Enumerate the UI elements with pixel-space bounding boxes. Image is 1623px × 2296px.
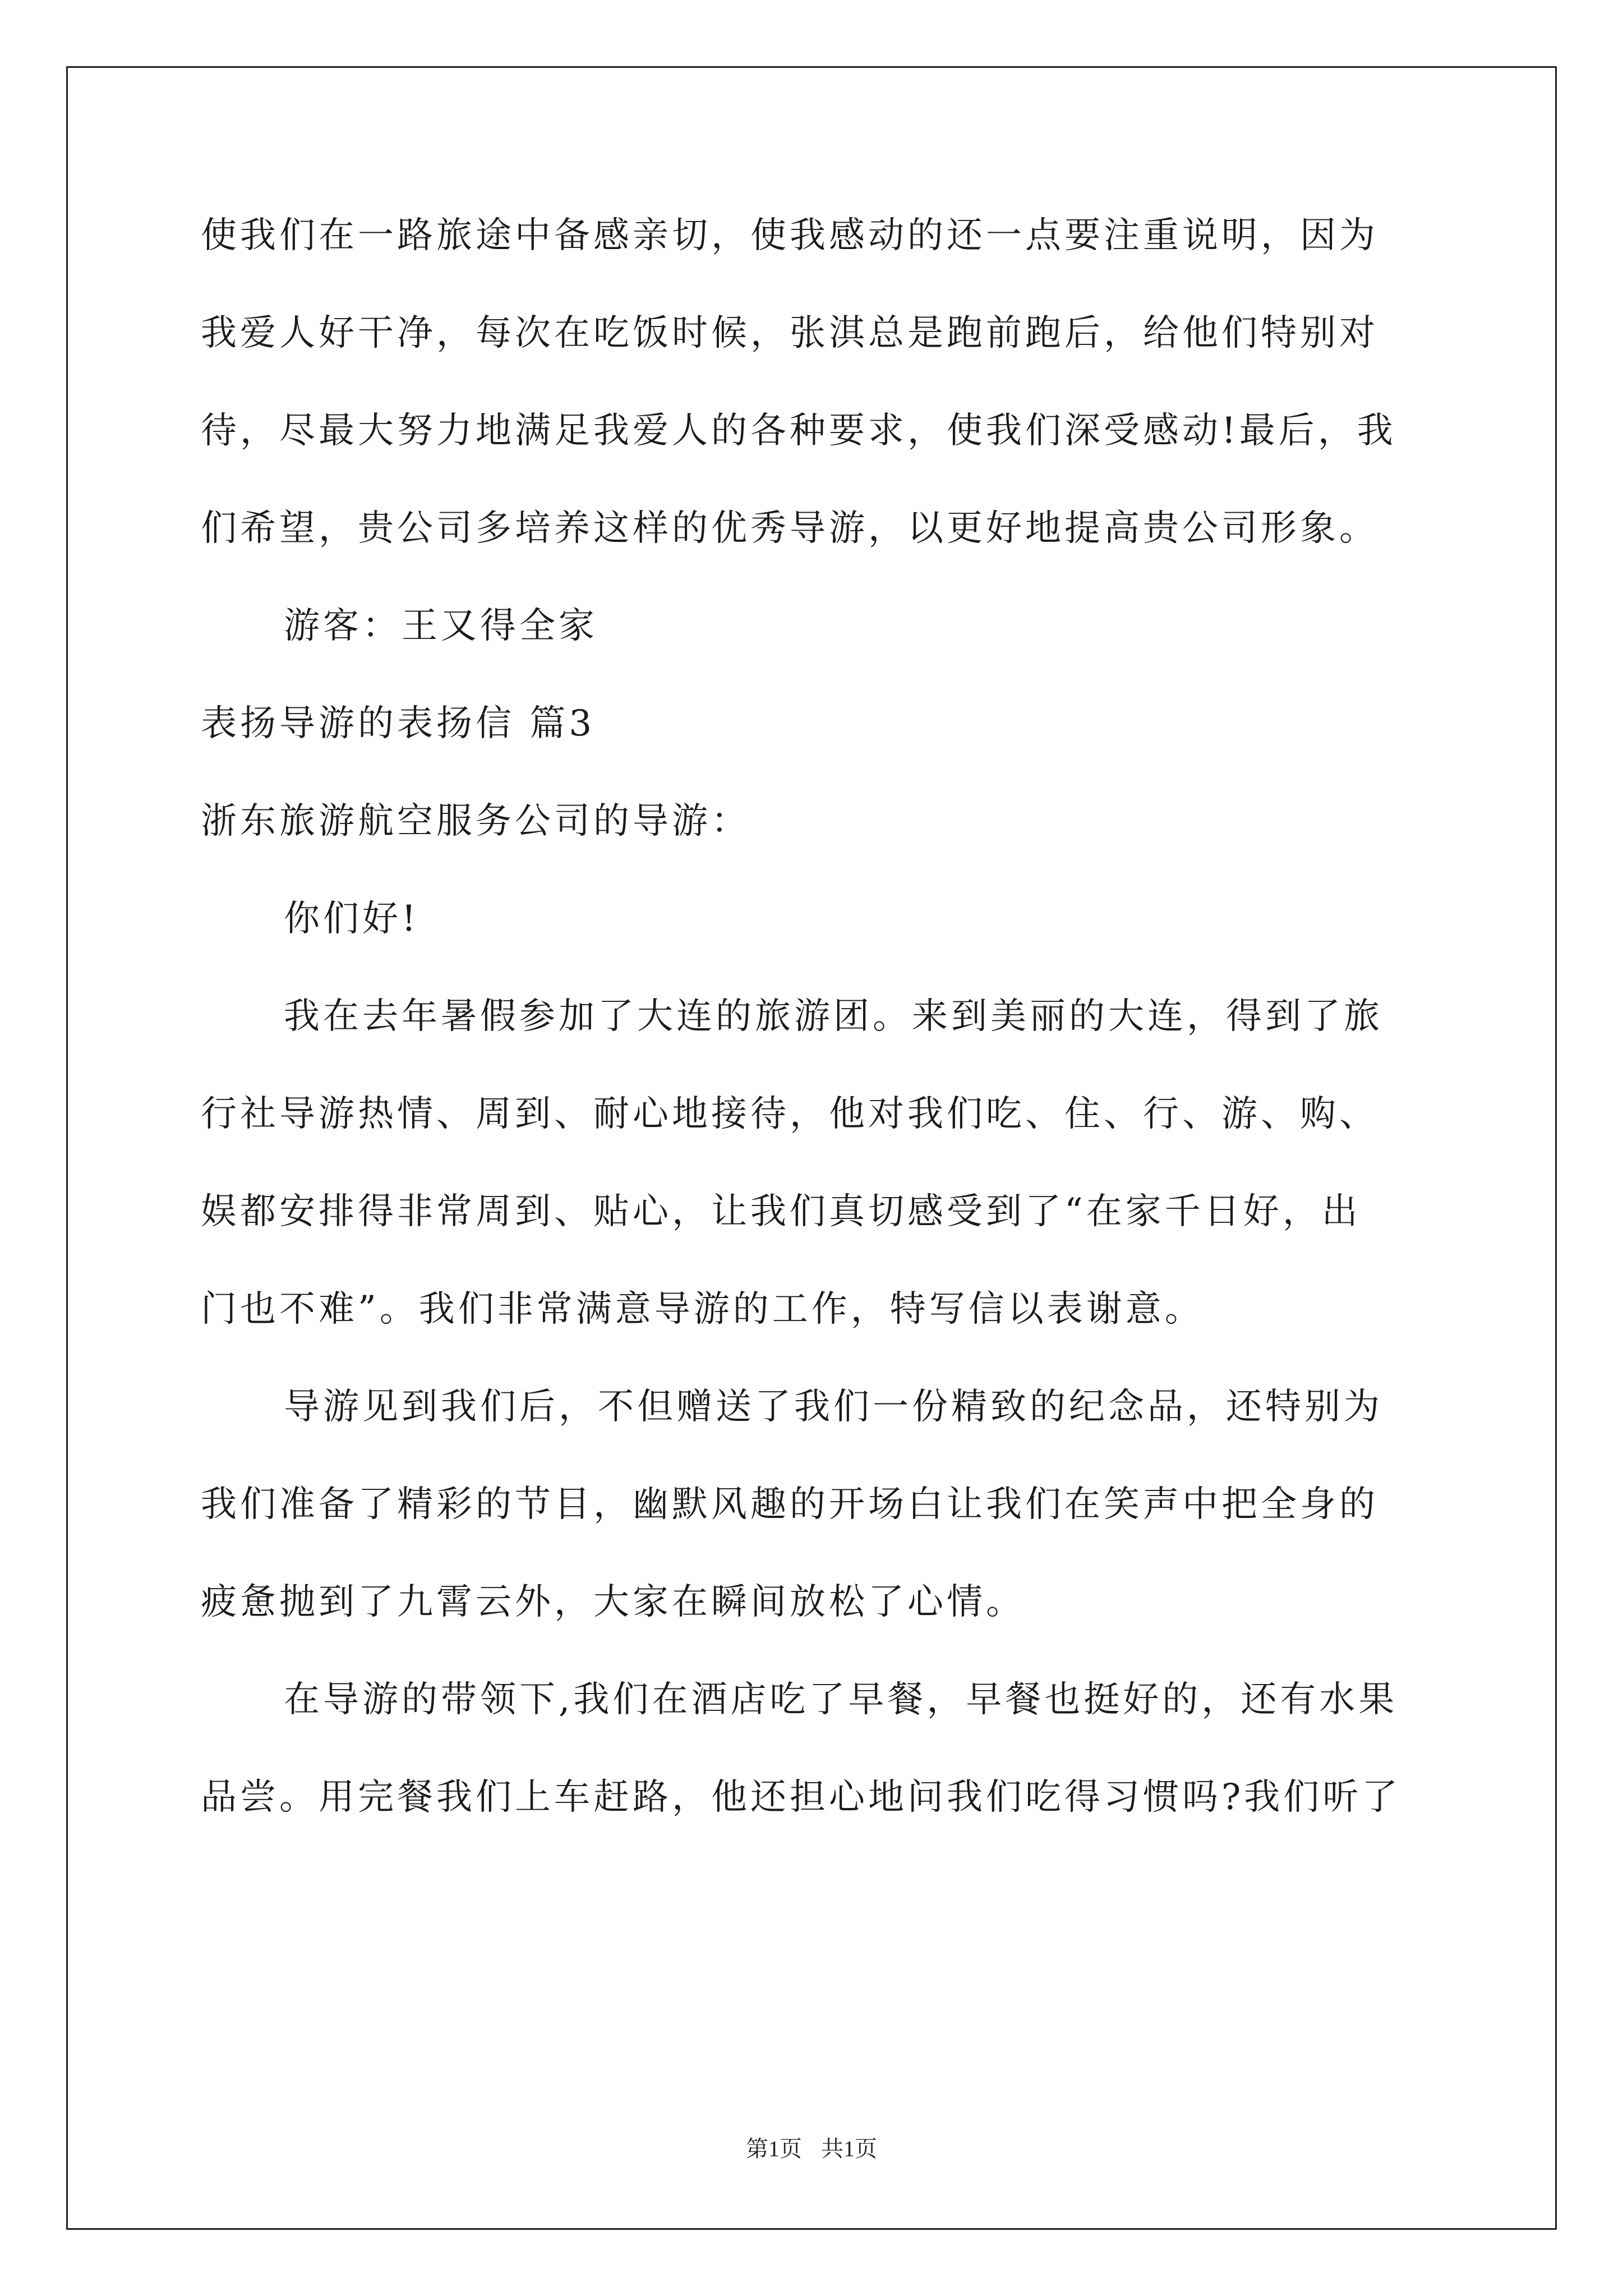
text-line: 疲惫抛到了九霄云外，大家在瞬间放松了心情。 xyxy=(201,1581,1025,1623)
text-line: 在导游的带领下,我们在酒店吃了早餐，早餐也挺好的，还有水果 xyxy=(284,1679,1398,1720)
page-total: 共1页 xyxy=(821,2136,877,2161)
page-footer xyxy=(0,2135,1623,2163)
text-line: 我在去年暑假参加了大连的旅游团。来到美丽的大连，得到了旅 xyxy=(284,996,1383,1037)
text-line: 娱都安排得非常周到、贴心，让我们真切感受到了“在家千日好，出 xyxy=(201,1191,1361,1232)
text-line: 使我们在一路旅途中备感亲切，使我感动的还一点要注重说明，因为 xyxy=(201,215,1378,256)
section-heading: 表扬导游的表扬信 篇3 xyxy=(201,703,596,744)
signature-line: 游客：王又得全家 xyxy=(284,605,598,647)
salutation: 浙东旅游航空服务公司的导游： xyxy=(201,800,750,842)
text-line: 行社导游热情、周到、耐心地接待，他对我们吃、住、行、游、购、 xyxy=(201,1093,1378,1135)
text-line: 我们准备了精彩的节目，幽默风趣的开场白让我们在笑声中把全身的 xyxy=(201,1484,1378,1525)
text-line: 品尝。用完餐我们上车赶路，他还担心地问我们吃得习惯吗?我们听了 xyxy=(201,1777,1401,1818)
text-line: 我爱人好干净，每次在吃饭时候，张淇总是跑前跑后，给他们特别对 xyxy=(201,312,1378,354)
greeting: 你们好! xyxy=(284,898,419,940)
text-line: 们希望，贵公司多培养这样的优秀导游，以更好地提高贵公司形象。 xyxy=(201,508,1378,549)
text-line: 导游见到我们后，不但赠送了我们一份精致的纪念品，还特别为 xyxy=(284,1386,1383,1428)
text-line: 待，尽最大努力地满足我爱人的各种要求，使我们深受感动!最后，我 xyxy=(201,410,1396,452)
text-line: 门也不难”。我们非常满意导游的工作，特写信以表谢意。 xyxy=(201,1289,1204,1330)
page-number: 第1页 xyxy=(746,2136,802,2161)
page-border xyxy=(66,66,1557,2230)
